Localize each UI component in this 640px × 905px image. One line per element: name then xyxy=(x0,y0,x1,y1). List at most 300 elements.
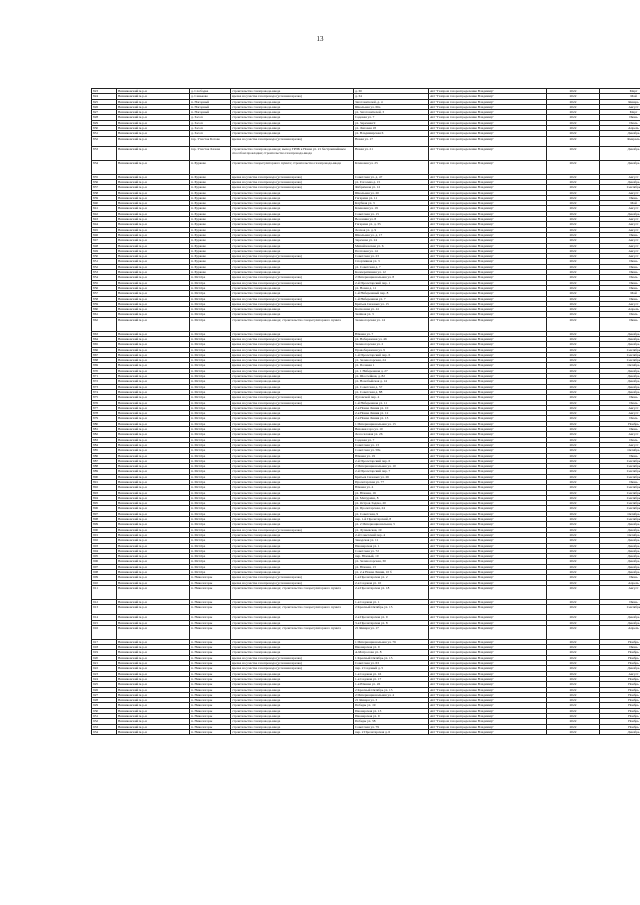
address-cell: 2 Интернациональная ул. 8 xyxy=(354,275,429,280)
table-row xyxy=(92,146,640,160)
district-cell: Вязниковский м.р-н xyxy=(117,687,190,692)
locality-cell: п. Мстёра xyxy=(190,352,231,357)
row-number: 892 xyxy=(92,485,117,490)
row-number: 910 xyxy=(92,580,117,585)
address-cell: 3-я Пролетарская ул. 8 xyxy=(354,620,429,625)
work-type-cell: строительство газопровода-ввода; строительство газорегуляторного пункта xyxy=(231,585,354,599)
locality-cell: п. Никологоры xyxy=(190,713,231,718)
row-number: 833 xyxy=(92,146,117,160)
month-cell: Июль xyxy=(600,416,640,421)
work-type-cell: строительство газопровода-ввода xyxy=(231,538,354,543)
locality-cell: п. Никологоры xyxy=(190,605,231,615)
organization-cell: АО "Газпром газораспределение Владимир" xyxy=(429,469,547,474)
district-cell: Вязниковский м.р-н xyxy=(117,437,190,442)
organization-cell: АО "Газпром газораспределение Владимир" xyxy=(429,599,547,604)
locality-cell: д. Засоп xyxy=(190,115,231,120)
locality-cell: п. Бурково xyxy=(190,174,231,179)
address-cell: Новая ул. 21 xyxy=(354,146,429,160)
district-cell: Вязниковский м.р-н xyxy=(117,719,190,724)
year-cell: 2022 xyxy=(547,136,600,146)
organization-cell: АО "Газпром газораспределение Владимир" xyxy=(429,655,547,660)
district-cell: Вязниковский м.р-н xyxy=(117,136,190,146)
work-type-cell: строительство газопровода-ввода xyxy=(231,501,354,506)
year-cell: 2022 xyxy=(547,580,600,585)
row-number: 927 xyxy=(92,692,117,697)
year-cell: 2022 xyxy=(547,620,600,625)
row-number: 905 xyxy=(92,554,117,559)
year-cell: 2022 xyxy=(547,538,600,543)
locality-cell: п. Бурково xyxy=(190,232,231,237)
work-type-cell: строительство газопровода-ввода xyxy=(231,453,354,458)
locality-cell: п. Никологоры xyxy=(190,615,231,620)
locality-cell: п. Никологоры xyxy=(190,682,231,687)
district-cell: Вязниковский м.р-н xyxy=(117,352,190,357)
locality-cell: п. Мстёра xyxy=(190,291,231,296)
locality-cell: п. Никологоры xyxy=(190,703,231,708)
locality-cell: п. Мстёра xyxy=(190,448,231,453)
address-cell: ул. 2 Интернациональная, 5 xyxy=(354,522,429,527)
district-cell: Вязниковский м.р-н xyxy=(117,146,190,160)
year-cell: 2022 xyxy=(547,517,600,522)
district-cell: Вязниковский м.р-н xyxy=(117,131,190,136)
month-cell: Август xyxy=(600,217,640,222)
address-cell: 2-я Новая Линия ул. 13 xyxy=(354,416,429,421)
work-type-cell: строительство газопровода-ввода xyxy=(231,464,354,469)
month-cell: Декабрь xyxy=(600,666,640,671)
work-type-cell: строительство газопровода-ввода xyxy=(231,238,354,243)
year-cell: 2022 xyxy=(547,548,600,553)
locality-cell: тер. Участок Ботово xyxy=(190,136,231,146)
work-type-cell: врезка на участке газопровода (условная врезка) xyxy=(231,136,354,146)
organization-cell: АО "Газпром газораспределение Владимир" xyxy=(429,416,547,421)
address-cell: ул. 2-я Новая Линия, 10 б xyxy=(354,570,429,575)
month-cell: Сентябрь xyxy=(600,474,640,479)
year-cell: 2022 xyxy=(547,599,600,604)
work-type-cell: строительство газопровода-ввода xyxy=(231,620,354,625)
district-cell: Вязниковский м.р-н xyxy=(117,395,190,400)
district-cell: Вязниковский м.р-н xyxy=(117,427,190,432)
organization-cell: АО "Газпром газораспределение Владимир" xyxy=(429,347,547,352)
year-cell: 2022 xyxy=(547,222,600,227)
locality-cell: п. Никологоры xyxy=(190,575,231,580)
month-cell: Июнь xyxy=(600,296,640,301)
address-cell: ул. Новобыйская д. 14 xyxy=(354,379,429,384)
district-cell: Вязниковский м.р-н xyxy=(117,254,190,259)
locality-cell: п. Нагорный xyxy=(190,99,231,104)
organization-cell: АО "Газпром газораспределение Владимир" xyxy=(429,453,547,458)
month-cell: Декабрь xyxy=(600,543,640,548)
district-cell: Вязниковский м.р-н xyxy=(117,368,190,373)
district-cell: Вязниковский м.р-н xyxy=(117,94,190,99)
month-cell: Июнь xyxy=(600,264,640,269)
month-cell: Июль xyxy=(600,120,640,125)
organization-cell: АО "Газпром газораспределение Владимир" xyxy=(429,464,547,469)
year-cell: 2022 xyxy=(547,575,600,580)
organization-cell: АО "Газпром газораспределение Владимир" xyxy=(429,625,547,639)
month-cell: Сентябрь xyxy=(600,358,640,363)
organization-cell: АО "Газпром газораспределение Владимир" xyxy=(429,661,547,666)
locality-cell: п. Мстёра xyxy=(190,511,231,516)
address-cell: Садовая ул. 7 xyxy=(354,115,429,120)
locality-cell: п. Мстёра xyxy=(190,285,231,290)
locality-cell: п. Мстёра xyxy=(190,358,231,363)
year-cell: 2022 xyxy=(547,248,600,253)
district-cell: Вязниковский м.р-н xyxy=(117,190,190,195)
district-cell: Вязниковский м.р-н xyxy=(117,317,190,331)
year-cell: 2022 xyxy=(547,352,600,357)
district-cell: Вязниковский м.р-н xyxy=(117,585,190,599)
district-cell: Вязниковский м.р-н xyxy=(117,538,190,543)
district-cell: Вязниковский м.р-н xyxy=(117,285,190,290)
district-cell: Вязниковский м.р-н xyxy=(117,639,190,644)
work-type-cell: строительство газопровода-ввода xyxy=(231,331,354,336)
address-cell: Братьев Сизовых ул. 26 xyxy=(354,474,429,479)
row-number: 841 xyxy=(92,206,117,211)
organization-cell: АО "Газпром газораспределение Владимир" xyxy=(429,639,547,644)
row-number: 894 xyxy=(92,495,117,500)
address-cell: 2-я Пролетарская ул. 18 xyxy=(354,585,429,599)
year-cell: 2022 xyxy=(547,713,600,718)
locality-cell: п. Нагорный xyxy=(190,110,231,115)
address-cell: ул. Новая д. 11 xyxy=(354,285,429,290)
month-cell: Ноябрь xyxy=(600,708,640,713)
locality-cell: п. Мстёра xyxy=(190,301,231,306)
year-cell: 2022 xyxy=(547,554,600,559)
year-cell: 2022 xyxy=(547,342,600,347)
locality-cell: п. Мстёра xyxy=(190,307,231,312)
row-number: 898 xyxy=(92,517,117,522)
organization-cell: АО "Газпром газораспределение Владимир" xyxy=(429,291,547,296)
year-cell: 2022 xyxy=(547,368,600,373)
organization-cell: АО "Газпром газораспределение Владимир" xyxy=(429,495,547,500)
work-type-cell: строительство газопровода-ввода xyxy=(231,243,354,248)
month-cell: Июнь xyxy=(600,599,640,604)
locality-cell: п. Бурково xyxy=(190,270,231,275)
month-cell: Апрель xyxy=(600,307,640,312)
locality-cell: п. Мстёра xyxy=(190,280,231,285)
address-cell: 1-я Садовая ул. 16 xyxy=(354,671,429,676)
address-cell: Советская ул. 15 xyxy=(354,211,429,216)
locality-cell: п. Никологоры xyxy=(190,650,231,655)
month-cell: Август xyxy=(600,301,640,306)
month-cell: Сентябрь xyxy=(600,464,640,469)
organization-cell: АО "Газпром газораспределение Владимир" xyxy=(429,615,547,620)
organization-cell: АО "Газпром газораспределение Владимир" xyxy=(429,379,547,384)
month-cell: Сентябрь xyxy=(600,495,640,500)
work-type-cell: строительство газопровода-ввода xyxy=(231,126,354,131)
address-cell: ул. Пролетарская, 24 xyxy=(354,506,429,511)
district-cell: Вязниковский м.р-н xyxy=(117,379,190,384)
row-number: 886 xyxy=(92,453,117,458)
address-cell: Советская ул. д. 47 xyxy=(354,174,429,179)
work-type-cell: врезка на участке газопровода (условная врезка) xyxy=(231,352,354,357)
organization-cell: АО "Газпром газораспределение Владимир" xyxy=(429,368,547,373)
district-cell: Вязниковский м.р-н xyxy=(117,336,190,341)
address-cell: Заводская ул. 11 xyxy=(354,538,429,543)
row-number: 847 xyxy=(92,238,117,243)
address-cell: 1-й Набережная ул. 11 xyxy=(354,400,429,405)
year-cell: 2022 xyxy=(547,666,600,671)
month-cell: Март xyxy=(600,89,640,94)
row-number: 932 xyxy=(92,719,117,724)
locality-cell: п. Бурково xyxy=(190,179,231,184)
organization-cell: АО "Газпром газораспределение Владимир" xyxy=(429,270,547,275)
row-number: 845 xyxy=(92,227,117,232)
work-type-cell: строительство газопровода-ввода xyxy=(231,195,354,200)
locality-cell: п. Мстёра xyxy=(190,532,231,537)
row-number: 874 xyxy=(92,389,117,394)
work-type-cell: строительство газопровода-ввода xyxy=(231,615,354,620)
row-number: 934 xyxy=(92,729,117,734)
locality-cell: д. Слободка xyxy=(190,89,231,94)
work-type-cell: строительство газопровода-ввода xyxy=(231,506,354,511)
row-number: 896 xyxy=(92,506,117,511)
district-cell: Вязниковский м.р-н xyxy=(117,389,190,394)
address-cell: 1-я Садовая ул. 1 xyxy=(354,599,429,604)
district-cell: Вязниковский м.р-н xyxy=(117,243,190,248)
organization-cell: АО "Газпром газораспределение Владимир" xyxy=(429,605,547,615)
year-cell: 2022 xyxy=(547,179,600,184)
address-cell: Зеленогорская ул. 2 xyxy=(354,342,429,347)
organization-cell: АО "Газпром газораспределение Владимир" xyxy=(429,485,547,490)
district-cell: Вязниковский м.р-н xyxy=(117,554,190,559)
district-cell: Вязниковский м.р-н xyxy=(117,713,190,718)
month-cell: Июль xyxy=(600,400,640,405)
month-cell: Декабрь xyxy=(600,179,640,184)
organization-cell: АО "Газпром газораспределение Владимир" xyxy=(429,296,547,301)
work-type-cell: строительство газопровода-ввода xyxy=(231,379,354,384)
year-cell: 2022 xyxy=(547,506,600,511)
month-cell: Ноябрь xyxy=(600,655,640,660)
organization-cell: АО "Газпром газораспределение Владимир" xyxy=(429,115,547,120)
address-cell: Кленовая ул. 19 xyxy=(354,206,429,211)
work-type-cell: строительство газопровода-ввода xyxy=(231,650,354,655)
locality-cell: п. Бурково xyxy=(190,160,231,174)
locality-cell: п. Мстёра xyxy=(190,374,231,379)
month-cell: Апрель xyxy=(600,126,640,131)
work-schedule-table xyxy=(91,88,640,735)
row-number: 933 xyxy=(92,724,117,729)
month-cell: Декабрь xyxy=(600,615,640,620)
row-number: 831 xyxy=(92,131,117,136)
locality-cell: п. Никологоры xyxy=(190,580,231,585)
table-row xyxy=(92,729,640,734)
organization-cell: АО "Газпром газораспределение Владимир" xyxy=(429,259,547,264)
month-cell: Август xyxy=(600,405,640,410)
year-cell: 2022 xyxy=(547,195,600,200)
row-number: 835 xyxy=(92,174,117,179)
address-cell: Лесная ул. д. 9 xyxy=(354,227,429,232)
district-cell: Вязниковский м.р-н xyxy=(117,222,190,227)
month-cell: Июль xyxy=(600,437,640,442)
organization-cell: АО "Газпром газораспределение Владимир" xyxy=(429,559,547,564)
organization-cell: АО "Газпром газораспределение Владимир" xyxy=(429,174,547,179)
row-number: 901 xyxy=(92,532,117,537)
district-cell: Вязниковский м.р-н xyxy=(117,724,190,729)
district-cell: Вязниковский м.р-н xyxy=(117,620,190,625)
district-cell: Вязниковский м.р-н xyxy=(117,517,190,522)
month-cell: Сентябрь xyxy=(600,517,640,522)
year-cell: 2022 xyxy=(547,708,600,713)
work-type-cell: строительство газопровода-ввода xyxy=(231,110,354,115)
organization-cell: АО "Газпром газораспределение Владимир" xyxy=(429,501,547,506)
month-cell: Август xyxy=(600,243,640,248)
month-cell: Октябрь xyxy=(600,363,640,368)
locality-cell: п. Мстёра xyxy=(190,543,231,548)
row-number: 887 xyxy=(92,458,117,463)
district-cell: Вязниковский м.р-н xyxy=(117,564,190,569)
month-cell: Май xyxy=(600,201,640,206)
address-cell: 1 Интернациональная ул. 15 xyxy=(354,421,429,426)
locality-cell: п. Мстёра xyxy=(190,453,231,458)
row-number: 930 xyxy=(92,708,117,713)
row-number: 903 xyxy=(92,543,117,548)
row-number: 857 xyxy=(92,291,117,296)
work-type-cell: строительство газопровода-ввода xyxy=(231,104,354,109)
organization-cell: АО "Газпром газораспределение Владимир" xyxy=(429,374,547,379)
month-cell: Сентябрь xyxy=(600,485,640,490)
month-cell: Май xyxy=(600,94,640,99)
month-cell: Декабрь xyxy=(600,336,640,341)
organization-cell: АО "Газпром газораспределение Владимир" xyxy=(429,126,547,131)
month-cell: Декабрь xyxy=(600,374,640,379)
organization-cell: АО "Газпром газораспределение Владимир" xyxy=(429,275,547,280)
address-cell: ул. Шоссейная, д. 82 xyxy=(354,374,429,379)
district-cell: Вязниковский м.р-н xyxy=(117,264,190,269)
row-number: 915 xyxy=(92,620,117,625)
organization-cell: АО "Газпром газораспределение Владимир" xyxy=(429,687,547,692)
district-cell: Вязниковский м.р-н xyxy=(117,104,190,109)
district-cell: Вязниковский м.р-н xyxy=(117,650,190,655)
work-type-cell: строительство газопровода-ввода xyxy=(231,232,354,237)
district-cell: Вязниковский м.р-н xyxy=(117,160,190,174)
year-cell: 2022 xyxy=(547,405,600,410)
work-type-cell: строительство газопровода-ввода xyxy=(231,217,354,222)
locality-cell: п. Мстёра xyxy=(190,490,231,495)
work-type-cell: врезка на участке газопровода (условная врезка) xyxy=(231,363,354,368)
year-cell: 2022 xyxy=(547,307,600,312)
organization-cell: АО "Газпром газораспределение Владимир" xyxy=(429,511,547,516)
month-cell: Январь xyxy=(600,99,640,104)
organization-cell: АО "Газпром газораспределение Владимир" xyxy=(429,190,547,195)
address-cell: ул. Советская, 9 xyxy=(354,511,429,516)
row-number: 869 xyxy=(92,363,117,368)
year-cell: 2022 xyxy=(547,676,600,681)
locality-cell: п. Никологоры xyxy=(190,655,231,660)
locality-cell: п. Бурково xyxy=(190,190,231,195)
month-cell: Декабрь xyxy=(600,342,640,347)
locality-cell: п. Никологоры xyxy=(190,729,231,734)
district-cell: Вязниковский м.р-н xyxy=(117,527,190,532)
organization-cell: АО "Газпром газораспределение Владимир" xyxy=(429,120,547,125)
address-cell: 2-й Пролетарский пер. 7 xyxy=(354,469,429,474)
work-type-cell: строительство газопровода-ввода xyxy=(231,227,354,232)
row-number: 864 xyxy=(92,336,117,341)
month-cell: Август xyxy=(600,585,640,599)
month-cell: Июнь xyxy=(600,395,640,400)
district-cell: Вязниковский м.р-н xyxy=(117,331,190,336)
address-cell: ул. Мичурина, 8 xyxy=(354,495,429,500)
district-cell: Вязниковский м.р-н xyxy=(117,625,190,639)
organization-cell: АО "Газпром газораспределение Владимир" xyxy=(429,719,547,724)
work-type-cell: строительство газопровода-ввода xyxy=(231,270,354,275)
district-cell: Вязниковский м.р-н xyxy=(117,442,190,447)
organization-cell: АО "Газпром газораспределение Владимир" xyxy=(429,650,547,655)
work-type-cell: строительство газопровода-ввода xyxy=(231,89,354,94)
row-number: 891 xyxy=(92,480,117,485)
organization-cell: АО "Газпром газораспределение Владимир" xyxy=(429,698,547,703)
row-number: 907 xyxy=(92,564,117,569)
address-cell: 2 Красный Октябрь ул. 15 xyxy=(354,605,429,615)
address-cell: ул. Южная, 13 xyxy=(354,564,429,569)
work-type-cell: строительство газопровода-ввода xyxy=(231,682,354,687)
row-number: 914 xyxy=(92,615,117,620)
year-cell: 2022 xyxy=(547,543,600,548)
work-type-cell: строительство газопровода-ввода xyxy=(231,312,354,317)
district-cell: Вязниковский м.р-н xyxy=(117,185,190,190)
locality-cell: п. Никологоры xyxy=(190,724,231,729)
month-cell: Декабрь xyxy=(600,570,640,575)
work-type-cell: строительство газопровода-ввода xyxy=(231,131,354,136)
work-type-cell: строительство газопровода-ввода xyxy=(231,474,354,479)
organization-cell: АО "Газпром газораспределение Владимир" xyxy=(429,676,547,681)
row-number: 830 xyxy=(92,126,117,131)
month-cell: Сентябрь xyxy=(600,469,640,474)
district-cell: Вязниковский м.р-н xyxy=(117,605,190,615)
row-number: 882 xyxy=(92,432,117,437)
district-cell: Вязниковский м.р-н xyxy=(117,570,190,575)
locality-cell: п. Мстёра xyxy=(190,559,231,564)
month-cell: Ноябрь xyxy=(600,698,640,703)
year-cell: 2022 xyxy=(547,625,600,639)
month-cell: Июнь xyxy=(600,453,640,458)
month-cell: Ноябрь xyxy=(600,713,640,718)
district-cell: Вязниковский м.р-н xyxy=(117,120,190,125)
month-cell: Август xyxy=(600,227,640,232)
row-number: 868 xyxy=(92,358,117,363)
row-number: 856 xyxy=(92,285,117,290)
work-type-cell: строительство газопровода-ввода xyxy=(231,687,354,692)
row-number: 842 xyxy=(92,211,117,216)
row-number: 850 xyxy=(92,254,117,259)
locality-cell: п. Мстёра xyxy=(190,389,231,394)
year-cell: 2022 xyxy=(547,301,600,306)
work-type-cell: строительство газопровода-ввода xyxy=(231,437,354,442)
organization-cell: АО "Газпром газораспределение Владимир" xyxy=(429,222,547,227)
year-cell: 2022 xyxy=(547,421,600,426)
year-cell: 2022 xyxy=(547,146,600,160)
year-cell: 2022 xyxy=(547,437,600,442)
address-cell: Заготовителей, д. 4 xyxy=(354,99,429,104)
month-cell: Ноябрь xyxy=(600,687,640,692)
work-type-cell: строительство газопровода-ввода xyxy=(231,676,354,681)
district-cell: Вязниковский м.р-н xyxy=(117,448,190,453)
work-type-cell: врезка на участке газопровода (условная врезка) xyxy=(231,296,354,301)
address-cell: ул. Советская д. 88 xyxy=(354,389,429,394)
year-cell: 2022 xyxy=(547,464,600,469)
work-type-cell: строительство газопровода-ввода xyxy=(231,480,354,485)
organization-cell: АО "Газпром газораспределение Владимир" xyxy=(429,458,547,463)
district-cell: Вязниковский м.р-н xyxy=(117,301,190,306)
work-type-cell: строительство газопровода-ввода xyxy=(231,285,354,290)
address-cell: Советская ул. 58а xyxy=(354,448,429,453)
year-cell: 2022 xyxy=(547,174,600,179)
locality-cell: п. Мстёра xyxy=(190,437,231,442)
month-cell: Июнь xyxy=(600,317,640,331)
organization-cell: АО "Газпром газораспределение Владимир" xyxy=(429,238,547,243)
district-cell: Вязниковский м.р-н xyxy=(117,485,190,490)
year-cell: 2022 xyxy=(547,453,600,458)
